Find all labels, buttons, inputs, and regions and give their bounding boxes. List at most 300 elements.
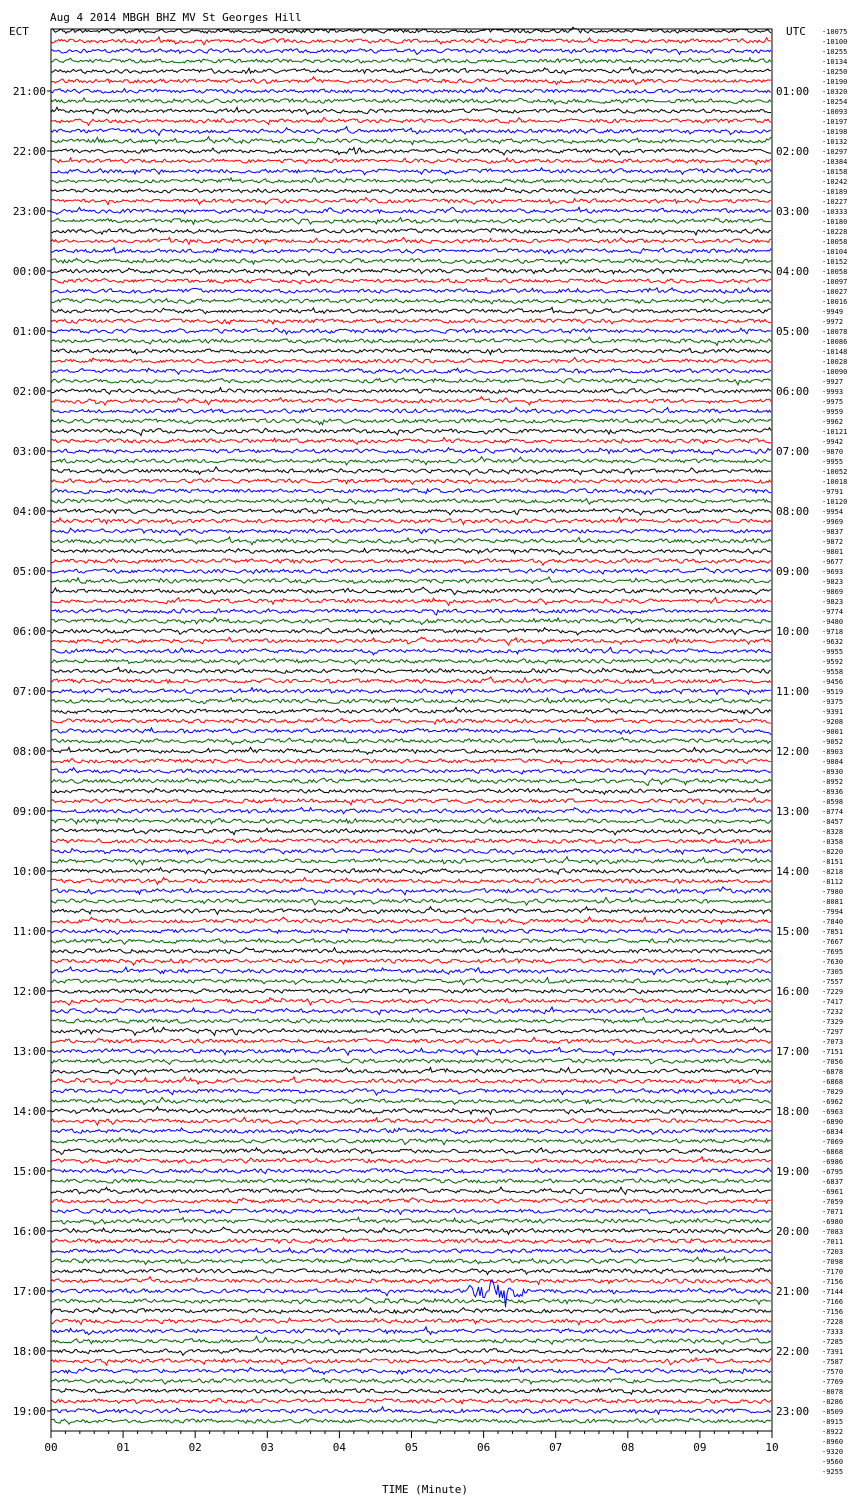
seismic-trace-128 [51, 1308, 771, 1315]
seismic-trace-88 [51, 907, 771, 915]
seismic-trace-18 [51, 207, 771, 214]
seismic-trace-91 [51, 938, 771, 945]
seismic-trace-111 [51, 1138, 771, 1145]
seismic-trace-65 [51, 677, 771, 684]
x-tick-label: 09 [693, 1441, 707, 1454]
right-hour-label: 23:00 [776, 1405, 810, 1418]
seismic-trace-127 [51, 1298, 771, 1305]
trace-offset-label: -10297 [822, 148, 848, 156]
trace-offset-label: -9320 [822, 1448, 844, 1456]
trace-offset-label: -10058 [822, 238, 848, 246]
seismic-trace-49 [51, 517, 771, 524]
seismic-trace-44 [51, 467, 771, 475]
left-hour-label: 08:00 [12, 745, 46, 758]
seismic-trace-31 [51, 337, 771, 345]
seismic-trace-134 [51, 1367, 771, 1374]
trace-offset-label: -9791 [822, 488, 844, 496]
trace-offset-label: -7587 [822, 1358, 844, 1366]
seismic-trace-133 [51, 1358, 771, 1365]
trace-offset-label: -7285 [822, 1338, 844, 1346]
trace-offset-label: -8358 [822, 838, 844, 846]
seismic-trace-105 [51, 1077, 771, 1085]
trace-offset-label: -8218 [822, 868, 844, 876]
trace-offset-label: -9927 [822, 378, 844, 386]
seismic-trace-26 [51, 288, 771, 294]
seismic-trace-9 [51, 117, 771, 125]
trace-offset-label: -10152 [822, 258, 848, 266]
seismic-trace-83 [51, 857, 771, 865]
left-hour-label: 14:00 [12, 1105, 46, 1118]
right-hour-label: 15:00 [776, 925, 810, 938]
trace-offset-label: -7570 [822, 1368, 844, 1376]
seismic-trace-87 [51, 897, 771, 905]
trace-offset-label: -6962 [822, 1098, 844, 1106]
trace-offset-label: -8915 [822, 1418, 844, 1426]
trace-offset-label: -9693 [822, 568, 844, 576]
trace-offset-label: -9718 [822, 628, 844, 636]
seismic-trace-124 [51, 1268, 771, 1274]
seismic-trace-42 [51, 448, 771, 455]
seismic-trace-79 [51, 817, 771, 824]
trace-offset-label: -9391 [822, 708, 844, 716]
trace-offset-label: -10227 [822, 198, 848, 206]
seismic-trace-30 [51, 328, 771, 334]
seismic-trace-22 [51, 248, 771, 254]
seismic-trace-80 [51, 828, 771, 834]
trace-offset-label: -6834 [822, 1128, 844, 1136]
right-hour-label: 20:00 [776, 1225, 810, 1238]
seismic-trace-36 [51, 388, 771, 395]
right-hour-label: 03:00 [776, 205, 810, 218]
seismic-trace-0 [51, 27, 771, 33]
right-hour-label: 14:00 [776, 865, 810, 878]
x-axis [44, 1431, 778, 1454]
trace-offset-label: -10189 [822, 188, 848, 196]
trace-offset-label: -7391 [822, 1348, 844, 1356]
seismic-trace-92 [51, 948, 771, 954]
seismic-trace-71 [51, 738, 771, 745]
trace-offset-label: -7229 [822, 988, 844, 996]
x-tick-label: 04 [332, 1441, 347, 1454]
trace-offset-label: -9456 [822, 678, 844, 686]
trace-offset-label: -9949 [822, 308, 844, 316]
trace-offset-label: -7098 [822, 1258, 844, 1266]
right-hour-label: 07:00 [776, 445, 810, 458]
trace-offset-label: -10097 [822, 278, 848, 286]
trace-offset-label: -6986 [822, 1158, 844, 1166]
seismic-trace-52 [51, 548, 771, 554]
seismic-trace-45 [51, 478, 771, 484]
trace-offset-label: -8952 [822, 778, 844, 786]
trace-offset-label: -7630 [822, 958, 844, 966]
trace-offset-label: -9801 [822, 548, 844, 556]
right-hour-label: 13:00 [776, 805, 810, 818]
right-hour-label: 12:00 [776, 745, 810, 758]
trace-offset-label: -9993 [822, 388, 844, 396]
right-hour-label: 17:00 [776, 1045, 810, 1058]
seismic-trace-97 [51, 998, 771, 1006]
seismic-trace-61 [51, 637, 771, 645]
seismic-trace-123 [51, 1257, 771, 1264]
right-hour-label: 08:00 [776, 505, 810, 518]
seismic-trace-55 [51, 577, 771, 583]
trace-offset-label: -9959 [822, 408, 844, 416]
trace-offset-label: -10180 [822, 218, 848, 226]
left-hour-label: 22:00 [12, 145, 46, 158]
trace-offset-label: -10058 [822, 268, 848, 276]
seismic-trace-118 [51, 1209, 771, 1214]
seismic-trace-120 [51, 1227, 771, 1234]
seismic-trace-136 [51, 1388, 771, 1394]
trace-offset-label: -9558 [822, 668, 844, 676]
right-axis-label: UTC [786, 25, 806, 38]
trace-offset-label: -8960 [822, 1438, 844, 1446]
trace-offset-label: -8112 [822, 878, 844, 886]
seismic-trace-64 [51, 667, 771, 674]
trace-offset-label: -9480 [822, 618, 844, 626]
seismic-trace-84 [51, 868, 771, 874]
seismic-trace-23 [51, 258, 771, 264]
seismic-trace-98 [51, 1007, 771, 1015]
seismic-trace-35 [51, 378, 771, 385]
trace-offset-label: -10250 [822, 68, 848, 76]
left-hour-label: 23:00 [12, 205, 46, 218]
trace-offset-label: -9869 [822, 588, 844, 596]
seismic-trace-102 [51, 1047, 771, 1055]
seismic-trace-21 [51, 237, 771, 244]
trace-offset-label: -9823 [822, 598, 844, 606]
seismic-trace-100 [51, 1027, 771, 1035]
seismic-trace-114 [51, 1168, 771, 1174]
seismic-trace-108 [51, 1107, 771, 1115]
trace-offset-label: -9954 [822, 508, 844, 516]
seismic-trace-32 [51, 348, 771, 354]
trace-offset-label: -7059 [822, 1198, 844, 1206]
seismic-trace-107 [51, 1097, 771, 1104]
trace-offset-label: -9001 [822, 728, 844, 736]
trace-offset-label: -6980 [822, 1218, 844, 1226]
seismic-trace-56 [51, 587, 771, 595]
trace-offset-label: -8081 [822, 898, 844, 906]
trace-offset-label: -9255 [822, 1468, 844, 1476]
seismic-trace-1 [51, 37, 771, 45]
trace-offset-label: -7297 [822, 1028, 844, 1036]
left-hour-label: 07:00 [12, 685, 46, 698]
trace-offset-label: -9774 [822, 608, 844, 616]
left-hour-label: 18:00 [12, 1345, 46, 1358]
left-hour-label: 09:00 [12, 805, 46, 818]
trace-offset-label: -10028 [822, 358, 848, 366]
trace-offset-label: -8509 [822, 1408, 844, 1416]
seismic-trace-137 [51, 1398, 771, 1403]
trace-offset-label: -10104 [822, 248, 848, 256]
trace-offset-label: -9870 [822, 448, 844, 456]
x-tick-label: 07 [549, 1441, 563, 1454]
trace-offset-label: -7151 [822, 1048, 844, 1056]
seismic-trace-16 [51, 188, 771, 193]
trace-offset-label: -9519 [822, 688, 844, 696]
seismic-trace-101 [51, 1037, 771, 1043]
left-hour-label: 13:00 [12, 1045, 46, 1058]
seismic-trace-29 [51, 319, 771, 324]
seismic-trace-95 [51, 978, 771, 985]
trace-offset-label: -10018 [822, 478, 848, 486]
right-hour-label: 21:00 [776, 1285, 810, 1298]
trace-offset-label: -9823 [822, 578, 844, 586]
seismic-trace-122 [51, 1248, 771, 1253]
trace-offset-label: -9955 [822, 648, 844, 656]
right-hour-label: 01:00 [776, 85, 810, 98]
left-hour-label: 00:00 [12, 265, 46, 278]
left-hour-label: 15:00 [12, 1165, 46, 1178]
seismic-trace-60 [51, 628, 771, 635]
chart-title: Aug 4 2014 MBGH BHZ MV St Georges Hill [50, 11, 302, 24]
seismic-trace-67 [51, 698, 771, 704]
trace-offset-label: -7073 [822, 1038, 844, 1046]
right-hour-labels [776, 85, 809, 1418]
seismic-trace-96 [51, 989, 771, 994]
seismic-trace-116 [51, 1187, 771, 1194]
trace-offset-label: -7667 [822, 938, 844, 946]
trace-offset-label: -7069 [822, 1138, 844, 1146]
left-hour-labels [13, 85, 51, 1418]
seismic-trace-112 [51, 1148, 771, 1155]
trace-offset-label: -7011 [822, 1238, 844, 1246]
trace-offset-label: -7769 [822, 1378, 844, 1386]
seismic-trace-3 [51, 58, 771, 63]
trace-offset-label: -9208 [822, 718, 844, 726]
seismic-trace-13 [51, 158, 771, 165]
trace-offset-label: -9969 [822, 518, 844, 526]
trace-offset-label: -7329 [822, 1018, 844, 1026]
trace-offset-label: -6868 [822, 1078, 844, 1086]
seismic-trace-2 [51, 49, 771, 55]
trace-offset-label: -10090 [822, 368, 848, 376]
seismic-trace-38 [51, 408, 771, 414]
trace-offset-label: -6795 [822, 1168, 844, 1176]
x-tick-label: 02 [188, 1441, 202, 1454]
seismic-trace-117 [51, 1198, 771, 1204]
trace-offset-label: -8598 [822, 798, 844, 806]
seismic-trace-115 [51, 1178, 771, 1183]
seismic-trace-138 [51, 1407, 771, 1414]
right-hour-label: 04:00 [776, 265, 810, 278]
seismic-trace-4 [51, 67, 771, 73]
trace-offset-label: -7056 [822, 1058, 844, 1066]
seismic-trace-68 [51, 707, 771, 713]
trace-offset-label: -8286 [822, 1398, 844, 1406]
seismic-trace-41 [51, 438, 771, 445]
trace-offset-label: -9084 [822, 758, 844, 766]
trace-offset-label: -8151 [822, 858, 844, 866]
trace-offset-label: -6837 [822, 1178, 844, 1186]
seismic-trace-119 [51, 1217, 771, 1224]
x-tick-label: 05 [404, 1441, 419, 1454]
trace-offset-label: -8922 [822, 1428, 844, 1436]
x-tick-label: 03 [260, 1441, 274, 1454]
x-tick-label: 10 [765, 1441, 779, 1454]
trace-offset-label: -10148 [822, 348, 848, 356]
trace-offset-label: -8457 [822, 818, 844, 826]
trace-offset-label: -7994 [822, 908, 844, 916]
seismic-trace-121 [51, 1238, 771, 1243]
seismic-trace-139 [51, 1419, 771, 1425]
seismic-trace-78 [51, 807, 771, 813]
trace-offset-label: -9942 [822, 438, 844, 446]
left-hour-label: 12:00 [12, 985, 46, 998]
seismic-trace-89 [51, 917, 771, 925]
seismic-trace-113 [51, 1157, 771, 1164]
left-hour-label: 10:00 [12, 865, 46, 878]
seismic-trace-39 [51, 418, 771, 425]
seismic-trace-10 [51, 127, 771, 136]
seismic-trace-33 [51, 358, 771, 364]
trace-offset-label: -7232 [822, 1008, 844, 1016]
trace-offset-label: -8774 [822, 808, 844, 816]
trace-offset-label: -7083 [822, 1228, 844, 1236]
right-hour-label: 06:00 [776, 385, 810, 398]
right-hour-label: 18:00 [776, 1105, 810, 1118]
trace-offset-label: -10016 [822, 298, 848, 306]
seismic-trace-37 [51, 397, 771, 405]
seismic-trace-34 [51, 368, 771, 374]
trace-offset-label: -9677 [822, 558, 844, 566]
trace-offset-label: -8936 [822, 788, 844, 796]
seismic-trace-54 [51, 568, 771, 574]
right-hour-label: 19:00 [776, 1165, 810, 1178]
trace-offset-label: -7333 [822, 1328, 844, 1336]
trace-offset-label: -10086 [822, 338, 848, 346]
trace-offset-label: -10242 [822, 178, 848, 186]
left-hour-label: 17:00 [12, 1285, 46, 1298]
right-hour-label: 10:00 [776, 625, 810, 638]
seismic-trace-76 [51, 788, 771, 794]
trace-offset-label: -9837 [822, 528, 844, 536]
seismic-trace-24 [51, 268, 771, 275]
left-axis-label: ECT [9, 25, 29, 38]
trace-offset-label: -7228 [822, 1318, 844, 1326]
trace-offset-label: -6963 [822, 1108, 844, 1116]
seismic-trace-90 [51, 929, 771, 935]
seismic-trace-7 [51, 98, 771, 104]
left-hour-label: 02:00 [12, 385, 46, 398]
seismic-trace-19 [51, 218, 771, 225]
trace-offset-labels [822, 28, 847, 1476]
seismic-trace-69 [51, 718, 771, 724]
trace-offset-label: -9375 [822, 698, 844, 706]
seismic-trace-46 [51, 489, 771, 495]
trace-offset-label: -6868 [822, 1148, 844, 1156]
trace-offset-label: -9872 [822, 538, 844, 546]
left-hour-label: 01:00 [12, 325, 46, 338]
seismic-trace-5 [51, 77, 771, 85]
trace-offset-label: -7695 [822, 948, 844, 956]
trace-offset-label: -10078 [822, 328, 848, 336]
trace-offset-label: -8078 [822, 1388, 844, 1396]
x-tick-label: 01 [116, 1441, 130, 1454]
seismic-trace-17 [51, 198, 771, 205]
seismic-trace-86 [51, 887, 771, 895]
trace-offset-label: -8903 [822, 748, 844, 756]
seismic-trace-63 [51, 659, 771, 665]
seismic-trace-15 [51, 178, 771, 183]
left-hour-label: 04:00 [12, 505, 46, 518]
left-hour-label: 11:00 [12, 925, 46, 938]
trace-offset-label: -8328 [822, 828, 844, 836]
seismic-trace-85 [51, 877, 771, 884]
trace-offset-label: -10093 [822, 108, 848, 116]
trace-offset-label: -10197 [822, 118, 848, 126]
trace-offset-label: -7980 [822, 888, 844, 896]
trace-offset-label: -9975 [822, 398, 844, 406]
trace-offset-label: -7156 [822, 1308, 844, 1316]
trace-offset-label: -10027 [822, 288, 848, 296]
seismic-trace-25 [51, 278, 771, 284]
left-hour-label: 03:00 [12, 445, 46, 458]
trace-offset-label: -7170 [822, 1268, 844, 1276]
seismic-trace-27 [51, 299, 771, 304]
right-hour-label: 22:00 [776, 1345, 810, 1358]
seismic-trace-129 [51, 1318, 771, 1325]
seismic-trace-11 [51, 137, 771, 145]
seismic-trace-109 [51, 1117, 771, 1125]
seismic-trace-51 [51, 537, 771, 545]
seismic-trace-94 [51, 967, 771, 975]
x-tick-label: 06 [476, 1441, 491, 1454]
seismic-trace-73 [51, 758, 771, 763]
trace-offset-label: -10134 [822, 58, 848, 66]
trace-offset-label: -7071 [822, 1208, 844, 1216]
trace-offset-label: -10384 [822, 158, 848, 166]
trace-offset-label: -7203 [822, 1248, 844, 1256]
seismic-trace-43 [51, 457, 771, 465]
trace-offset-label: -10075 [822, 28, 848, 36]
trace-offset-label: -10255 [822, 48, 848, 56]
seismic-trace-125 [51, 1277, 771, 1285]
trace-offset-label: -8220 [822, 848, 844, 856]
seismic-trace-58 [51, 609, 771, 615]
seismic-trace-81 [51, 838, 771, 844]
seismic-trace-50 [51, 528, 771, 535]
left-hour-label: 21:00 [12, 85, 46, 98]
seismic-trace-62 [51, 647, 771, 654]
trace-offset-label: -9592 [822, 658, 844, 666]
seismic-trace-20 [51, 227, 771, 235]
seismic-trace-47 [51, 499, 771, 505]
seismic-trace-131 [51, 1336, 771, 1344]
seismic-trace-59 [51, 618, 771, 625]
x-tick-label: 08 [621, 1441, 635, 1454]
seismic-trace-40 [51, 428, 771, 436]
seismic-trace-132 [51, 1349, 771, 1356]
trace-offset-label: -9052 [822, 738, 844, 746]
seismic-trace-66 [51, 688, 771, 695]
trace-offset-label: -10190 [822, 78, 848, 86]
trace-offset-label: -9962 [822, 418, 844, 426]
seismic-trace-72 [51, 747, 771, 754]
left-hour-label: 06:00 [12, 625, 46, 638]
seismic-trace-103 [51, 1059, 771, 1065]
trace-offset-label: -9632 [822, 638, 844, 646]
seismic-trace-130 [51, 1327, 771, 1335]
seismic-trace-93 [51, 959, 771, 965]
trace-offset-label: -10121 [822, 428, 848, 436]
right-hour-label: 16:00 [776, 985, 810, 998]
seismic-trace-110 [51, 1128, 771, 1134]
seismic-trace-12 [51, 148, 771, 155]
trace-offset-label: -7305 [822, 968, 844, 976]
trace-offset-label: -7144 [822, 1288, 844, 1296]
